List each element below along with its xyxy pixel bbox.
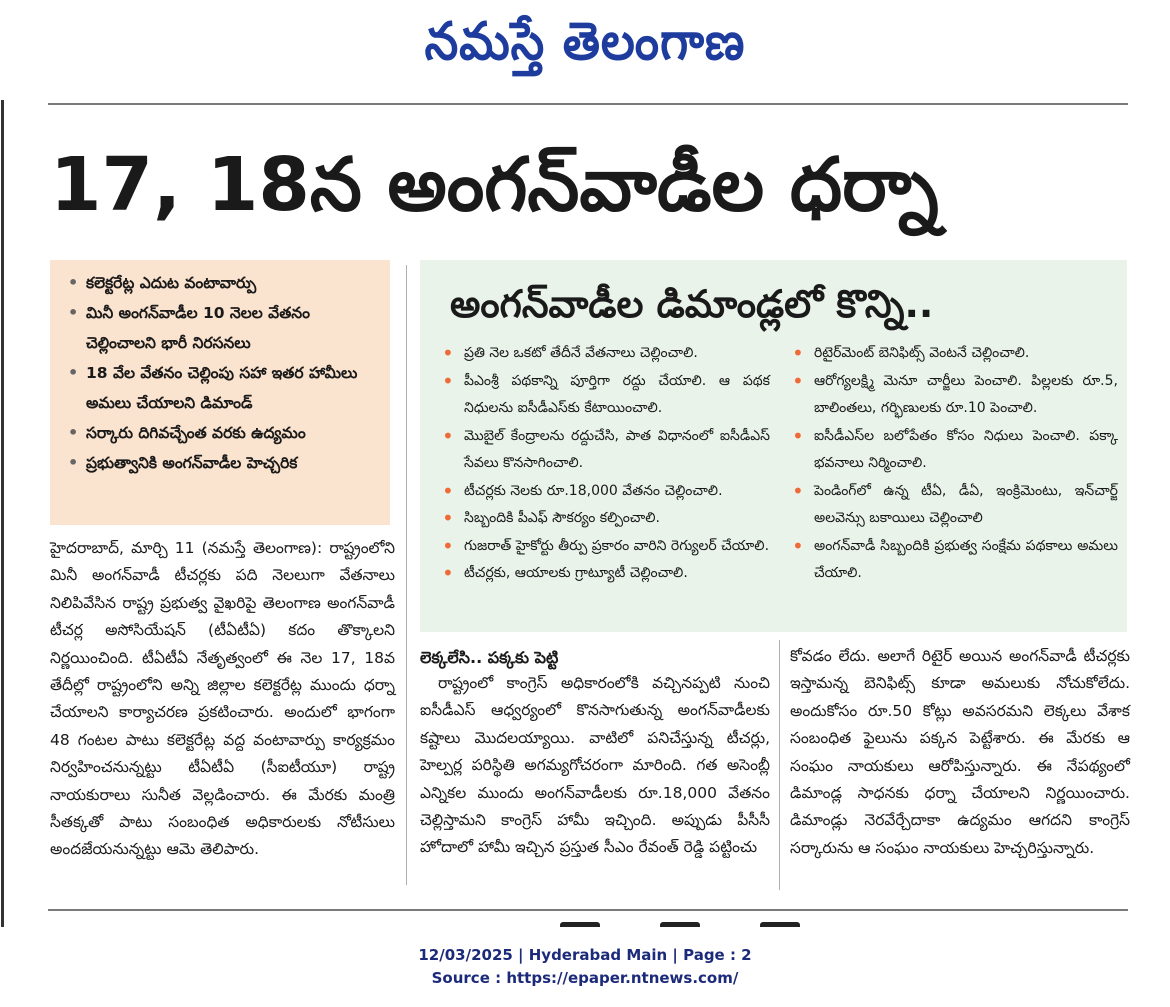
demands-title: అంగన్‌వాడీల డిమాండ్లలో కొన్ని.. [450,282,934,326]
demand-item: • రిటైర్‌మెంట్ బెనిఫిట్స్ వెంటనే చెల్లించాలి. [786,340,1118,368]
demand-item: • టీచర్లకు, ఆయాలకు గ్రాట్యూటీ చెల్లించాలి. [436,560,770,588]
demand-item: • అంగన్‌వాడీ సిబ్బందికి ప్రభుత్వ సంక్షేమ పథకాలు అమలు చేయాలి. [786,533,1118,588]
article-column-1: హైదరాబాద్, మార్చి 11 (నమస్తే తెలంగాణ): రాష్ట్రంలోని మినీ అంగన్‌వాడీ టీచర్లకు పది నెలలుగా వేతనాలు నిలిపివేసిన రాష్ట్ర ప్రభుత్వ వైఖరిపై తెలంగాణ అంగన్‌వాడీ టీచర్ల అసోసియేషన్ (టీఏటీఏ) కదం తొక్కాలని నిర్ణయించింది. టీఏటీఏ నేతృత్వంలో ఈ నెల 17, 18వ తేదీల్లో రాష్ట్రంలోని అన్ని జిల్లాల కలెక్టరేట్ల ముందు ధర్నా చేయాలని కార్యాచరణ ప్రకటించారు. అందులో భాగంగా 48 గంటల పాటు కలెక్టరేట్ల వద్ద వంటావార్పు కార్యక్రమం నిర్వహించనున్నట్టు టీఏటీఏ (సీఐటీయూ) రాష్ట్ర నాయకురాలు సునీత వెల్లడించారు. ఈ మేరకు మంత్రి సీతక్కతో పాటు సంబంధిత అధికారులకు నోటీసులు అందజేయనున్నట్టు ఆమె తెలిపారు. [50,539,395,859]
summary-box [50,260,390,525]
summary-point: • 18 వేల వేతనం చెల్లింపు సహా ఇతర హామీలు అమలు చేయాలని డిమాండ్ [68,358,378,418]
next-article-peek [560,917,860,927]
demands-box [420,260,1127,632]
article-column-2: రాష్ట్రంలో కాంగ్రెస్ అధికారంలోకి వచ్చినప్పటి నుంచి ఐసీడీఎస్ ఆధ్వర్యంలో కొనసాగుతున్న అంగన్‌వాడీలకు కష్టాలు మొదలయ్యాయి. వాటిలో పనిచేస్తున్న టీచర్లు, హెల్పర్ల పరిస్థితి అగమ్యగోచరంగా మారింది. గత అసెంబ్లీ ఎన్నికల ముందు అంగన్‌వాడీలకు రూ.18,000 వేతనం చెల్లిస్తామని కాంగ్రెస్ హామీ ఇచ్చింది. అప్పుడు పీసీసీ హోదాలో హామీ ఇచ్చిన ప్రస్తుత సీఎం రేవంత్ రెడ్డి పట్టించు [420,674,770,857]
summary-list [68,268,378,478]
demand-item: • మొబైల్ కేంద్రాలను రద్దుచేసి, పాత విధానంలో ఐసీడీఎస్ సేవలు కొనసాగించాలి. [436,423,770,478]
column-divider [779,640,780,890]
page-edge-bar [1,100,4,930]
bottom-divider [48,909,1128,911]
summary-point: • మినీ అంగన్‌వాడీల 10 నెలల వేతనం చెల్లించాలని భారీ నిరసనలు [68,298,378,358]
summary-point: • సర్కారు దిగివచ్చేంత వరకు ఉద్యమం [68,418,378,448]
demand-item: • పెండింగ్‌లో ఉన్న టీఏ, డీఏ, ఇంక్రిమెంటు, ఇన్‌చార్జ్ అలవెన్సు బకాయిలు చెల్లించాలి [786,478,1118,533]
footer-source-line: Source : https://epaper.ntnews.com/ [431,969,739,987]
demand-item: • ప్రతి నెల ఒకటో తేదీనే వేతనాలు చెల్లించాలి. [436,340,770,368]
footer-edition-line: 12/03/2025 | Hyderabad Main | Page : 2 [418,946,752,964]
column-divider [406,265,407,885]
demand-item: • ఐసీడీఎస్‌ల బలోపేతం కోసం నిధులు పెంచాలి. పక్కా భవనాలు నిర్మించాలి. [786,423,1118,478]
footer [0,944,1170,990]
headline: 17, 18న అంగన్‌వాడీల ధర్నా [50,142,939,228]
demand-item: • టీచర్లకు నెలకు రూ.18,000 వేతనం చెల్లించాలి. [436,478,770,506]
demand-item: • పీఎంశ్రీ పథకాన్ని పూర్తిగా రద్దు చేయాలి. ఆ పథక నిధులను ఐసీడీఎస్‌కు కేటాయించాలి. [436,368,770,423]
newspaper-logo: నమస్తే తెలంగాణ [424,12,746,72]
summary-point: • ప్రభుత్వానికి అంగన్‌వాడీల హెచ్చరిక [68,448,378,478]
masthead [0,0,1170,90]
summary-point: • కలెక్టరేట్ల ఎదుట వంటావార్పు [68,268,378,298]
demands-list-left [436,340,770,588]
demand-item: • సిబ్బందికి పీఎఫ్ సౌకర్యం కల్పించాలి. [436,505,770,533]
demands-list-right [786,340,1118,588]
article-column-3: కోవడం లేదు. అలాగే రిటైర్ అయిన అంగన్‌వాడీ టీచర్లకు ఇస్తామన్న బెనిఫిట్స్ కూడా అమలుకు నోచుకోలేదు. అందుకోసం రూ.50 కోట్లు అవసరమని లెక్కలు వేశాక సంబంధిత ఫైలును పక్కన పెట్టేశారు. ఈ మేరకు ఆ సంఘం నాయకులు ఆరోపిస్తున్నారు. ఈ నేపథ్యంలో డిమాండ్ల సాధనకు ధర్నా చేయాలని నిర్ణయించారు. డిమాండ్లు నెరవేర్చేదాకా ఉద్యమం ఆగదని కాంగ్రెస్ సర్కారును ఆ సంఘం నాయకులు హెచ్చరిస్తున్నారు. [790,647,1130,857]
demand-item: • గుజరాత్ హైకోర్టు తీర్పు ప్రకారం వారిని రెగ్యులర్ చేయాలి. [436,533,770,561]
demand-item: • ఆరోగ్యలక్ష్మి మెనూ చార్జీలు పెంచాలి. పిల్లలకు రూ.5, బాలింతలు, గర్భిణులకు రూ.10 పెంచాలి. [786,368,1118,423]
subheading: లెక్కలేసి.. పక్కకు పెట్టి [420,648,559,667]
top-divider [48,103,1128,105]
